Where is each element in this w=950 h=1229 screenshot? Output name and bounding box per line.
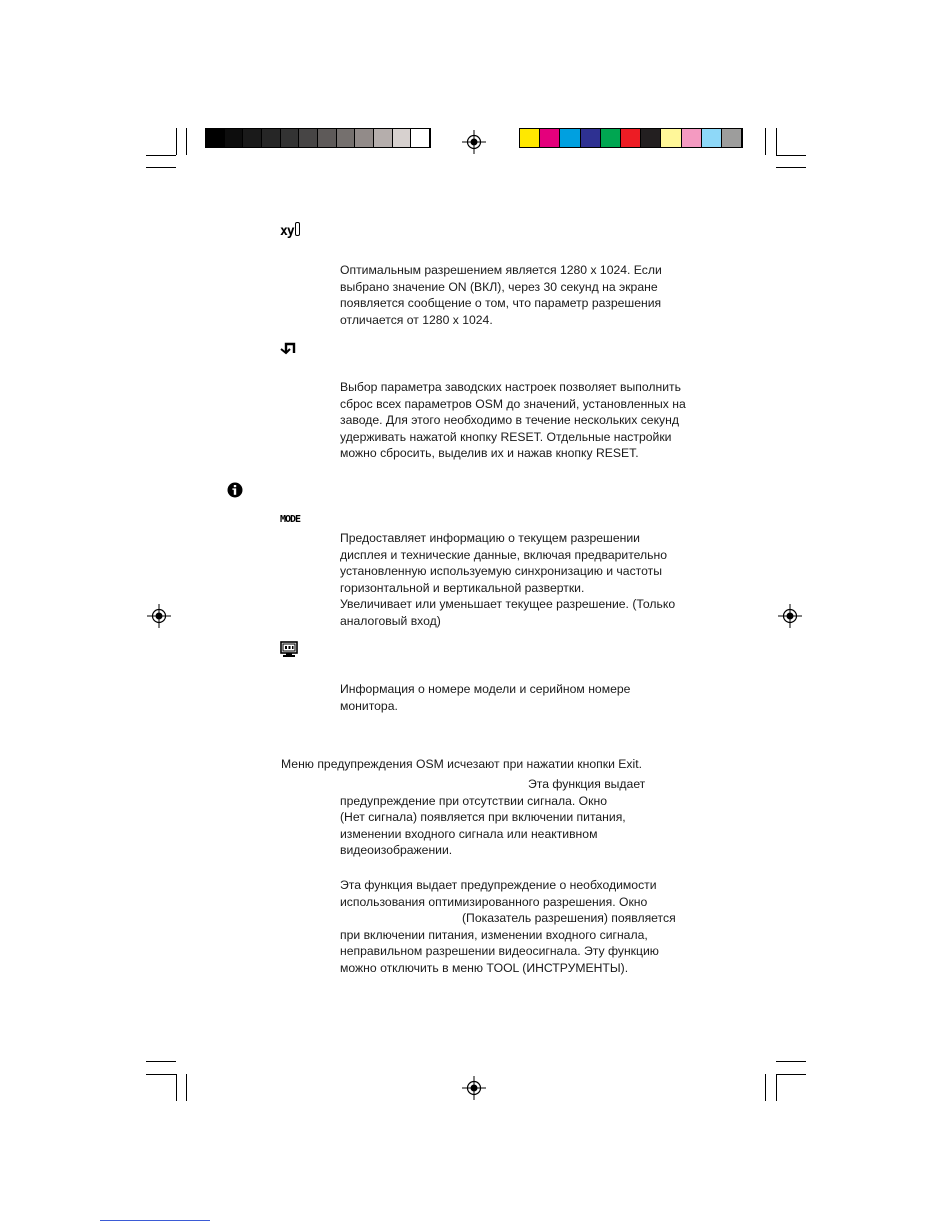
crop-mark: [186, 1074, 187, 1101]
monitor-info-description: Информация о номере модели и серийном номере монитора.: [340, 682, 631, 713]
information-icon: [227, 482, 243, 498]
gray-swatch: [393, 129, 412, 147]
gray-swatch: [262, 129, 281, 147]
resolution-notifier-description: Оптимальным разрешением является 1280 x 1024. Если выбрано значение ON (ВКЛ), через 30 секунд на экране появляется сообщение о том, что параметр разрешения отличается от 1280 x 1024.: [340, 263, 662, 327]
crop-mark: [776, 155, 806, 156]
gray-swatch: [355, 129, 374, 147]
crop-mark: [146, 167, 176, 168]
resolution-notifier-warning-description: Эта функция выдает предупреждение о необходимости использования оптимизированного разрешения. Окно (Показатель разрешения) появляется при включении питания, изменении входного сигнала, неправильном разрешении видеосигнала. Эту функцию можно отключить в меню TOOL (ИНСТРУМЕНТЫ).: [340, 878, 676, 975]
crop-mark: [776, 1061, 806, 1062]
gray-swatch: [374, 129, 393, 147]
gray-swatch: [411, 129, 430, 147]
color-swatch: [560, 129, 580, 147]
crop-mark: [146, 1061, 176, 1062]
gray-swatch: [225, 129, 244, 147]
crop-mark: [776, 167, 806, 168]
gray-swatch: [337, 129, 356, 147]
registration-mark: [462, 1076, 486, 1100]
color-swatch: [621, 129, 641, 147]
factory-preset-icon: [280, 339, 298, 355]
color-swatch: [601, 129, 621, 147]
registration-mark: [147, 604, 171, 628]
mode-description: Предоставляет информацию о текущем разрешении дисплея и технические данные, включая предварительно установленную используемую синхронизацию и частоты горизонтальной и вертикальной развертки. Увеличивает или уменьшает текущее разрешение. (Только аналоговый вход): [340, 531, 676, 628]
color-swatch: [581, 129, 601, 147]
crop-mark: [146, 155, 176, 156]
color-swatch: [540, 129, 560, 147]
gray-swatch: [318, 129, 337, 147]
xy-resolution-icon: xy: [280, 222, 306, 238]
gray-swatch: [299, 129, 318, 147]
color-swatch: [702, 129, 722, 147]
osm-warning-intro: Меню предупреждения OSM исчезают при нажатии кнопки Exit.: [281, 757, 642, 771]
crop-mark: [146, 1074, 176, 1075]
crop-mark: [186, 128, 187, 155]
gray-swatch: [243, 129, 262, 147]
color-swatch: [520, 129, 540, 147]
no-signal-description: Эта функция выдает предупреждение при отсутствии сигнала. Окно (Нет сигнала) появляется при включении питания, изменении входного сигнала или неактивном видеоизображении.: [340, 777, 646, 858]
crop-mark: [776, 1074, 777, 1101]
crop-mark: [776, 1074, 806, 1075]
crop-mark: [176, 128, 177, 155]
registration-mark: [778, 604, 802, 628]
mode-icon: MODE: [280, 514, 301, 525]
crop-mark: [765, 1074, 766, 1101]
color-swatch: [722, 129, 742, 147]
color-swatch: [682, 129, 702, 147]
monitor-info-icon: [280, 641, 298, 658]
color-swatch: [661, 129, 681, 147]
gray-swatch: [206, 129, 225, 147]
registration-mark: [462, 130, 486, 154]
color-calibration-bar: [519, 128, 743, 148]
gray-swatch: [281, 129, 300, 147]
crop-mark: [765, 128, 766, 155]
crop-mark: [176, 1074, 177, 1101]
color-swatch: [641, 129, 661, 147]
grayscale-calibration-bar: [205, 128, 431, 148]
factory-preset-description: Выбор параметра заводских настроек позволяет выполнить сброс всех параметров OSM до значений, установленных на заводе. Для этого необходимо в течение нескольких секунд удерживать нажатой кнопку RESET. Отдельные настройки можно сбросить, выделив их и нажав кнопку RESET.: [340, 380, 686, 461]
footer-rule: [100, 1220, 210, 1221]
crop-mark: [776, 128, 777, 155]
